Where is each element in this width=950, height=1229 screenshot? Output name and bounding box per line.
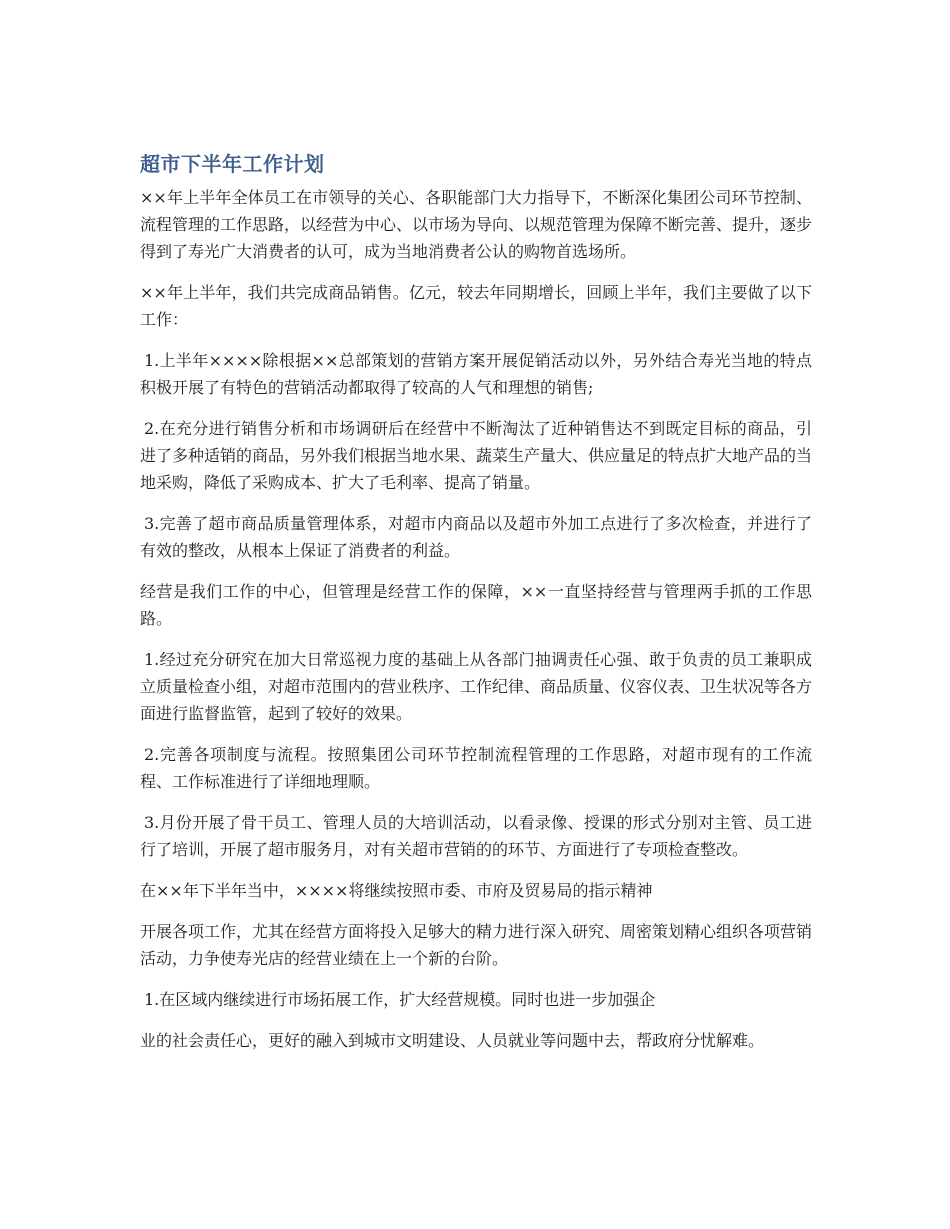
document-title: 超市下半年工作计划 xyxy=(140,152,325,176)
document-page xyxy=(140,148,812,1068)
paragraph-management: 经营是我们工作的中心，但管理是经营工作的保障，××一直坚持经营与管理两手抓的工作思路。 xyxy=(140,582,812,628)
paragraph-management-item-2: 2.完善各项制度与流程。按照集团公司环节控制流程管理的工作思路，对超市现有的工作流程、工作标准进行了详细地理顺。 xyxy=(140,745,812,791)
paragraph-second-half-continued: 开展各项工作，尤其在经营方面将投入足够大的精力进行深入研究、周密策划精心组织各项营销活动，力争使寿光店的经营业绩在上一个新的台阶。 xyxy=(140,922,813,968)
paragraph-plan-item-1-continued: 业的社会责任心，更好的融入到城市文明建设、人员就业等问题中去，帮政府分忧解难。 xyxy=(140,1031,765,1050)
paragraph-sales-summary: ××年上半年，我们共完成商品销售。亿元，较去年同期增长，回顾上半年，我们主要做了以下工作： xyxy=(140,283,812,329)
paragraph-management-item-1: 1.经过充分研究在加大日常巡视力度的基础上从各部门抽调责任心强、敢于负责的员工兼职成立质量检查小组，对超市范围内的营业秩序、工作纪律、商品质量、仪容仪表、卫生状况等各方面进行监督监管，起到了较好的效果。 xyxy=(140,650,813,723)
paragraph-work-item-2: 2.在充分进行销售分析和市场调研后在经营中不断淘汰了近种销售达不到既定目标的商品，引进了多种适销的商品，另外我们根据当地水果、蔬菜生产量大、供应量足的特点扩大地产品的当地采购，降低了采购成本、扩大了毛利率、提高了销量。 xyxy=(140,419,813,492)
paragraph-intro: ××年上半年全体员工在市领导的关心、各职能部门大力指导下，不断深化集团公司环节控制、流程管理的工作思路，以经营为中心、以市场为导向、以规范管理为保障不断完善、提升，逐步得到了寿光广大消费者的认可，成为当地消费者公认的购物首选场所。 xyxy=(140,188,813,261)
paragraph-plan-item-1: 1.在区域内继续进行市场拓展工作，扩大经营规模。同时也进一步加强企 xyxy=(144,990,656,1009)
paragraph-second-half: 在××年下半年当中，××××将继续按照市委、市府及贸易局的指示精神 xyxy=(140,881,653,900)
paragraph-work-item-1: 1.上半年××××除根据××总部策划的营销方案开展促销活动以外，另外结合寿光当地的特点积极开展了有特色的营销活动都取得了较高的人气和理想的销售; xyxy=(140,351,812,397)
paragraph-work-item-3: 3.完善了超市商品质量管理体系，对超市内商品以及超市外加工点进行了多次检查，并进行了有效的整改，从根本上保证了消费者的利益。 xyxy=(140,514,812,560)
paragraph-management-item-3: 3.月份开展了骨干员工、管理人员的大培训活动，以看录像、授课的形式分别对主管、员工进行了培训，开展了超市服务月，对有关超市营销的的环节、方面进行了专项检查整改。 xyxy=(140,813,812,859)
